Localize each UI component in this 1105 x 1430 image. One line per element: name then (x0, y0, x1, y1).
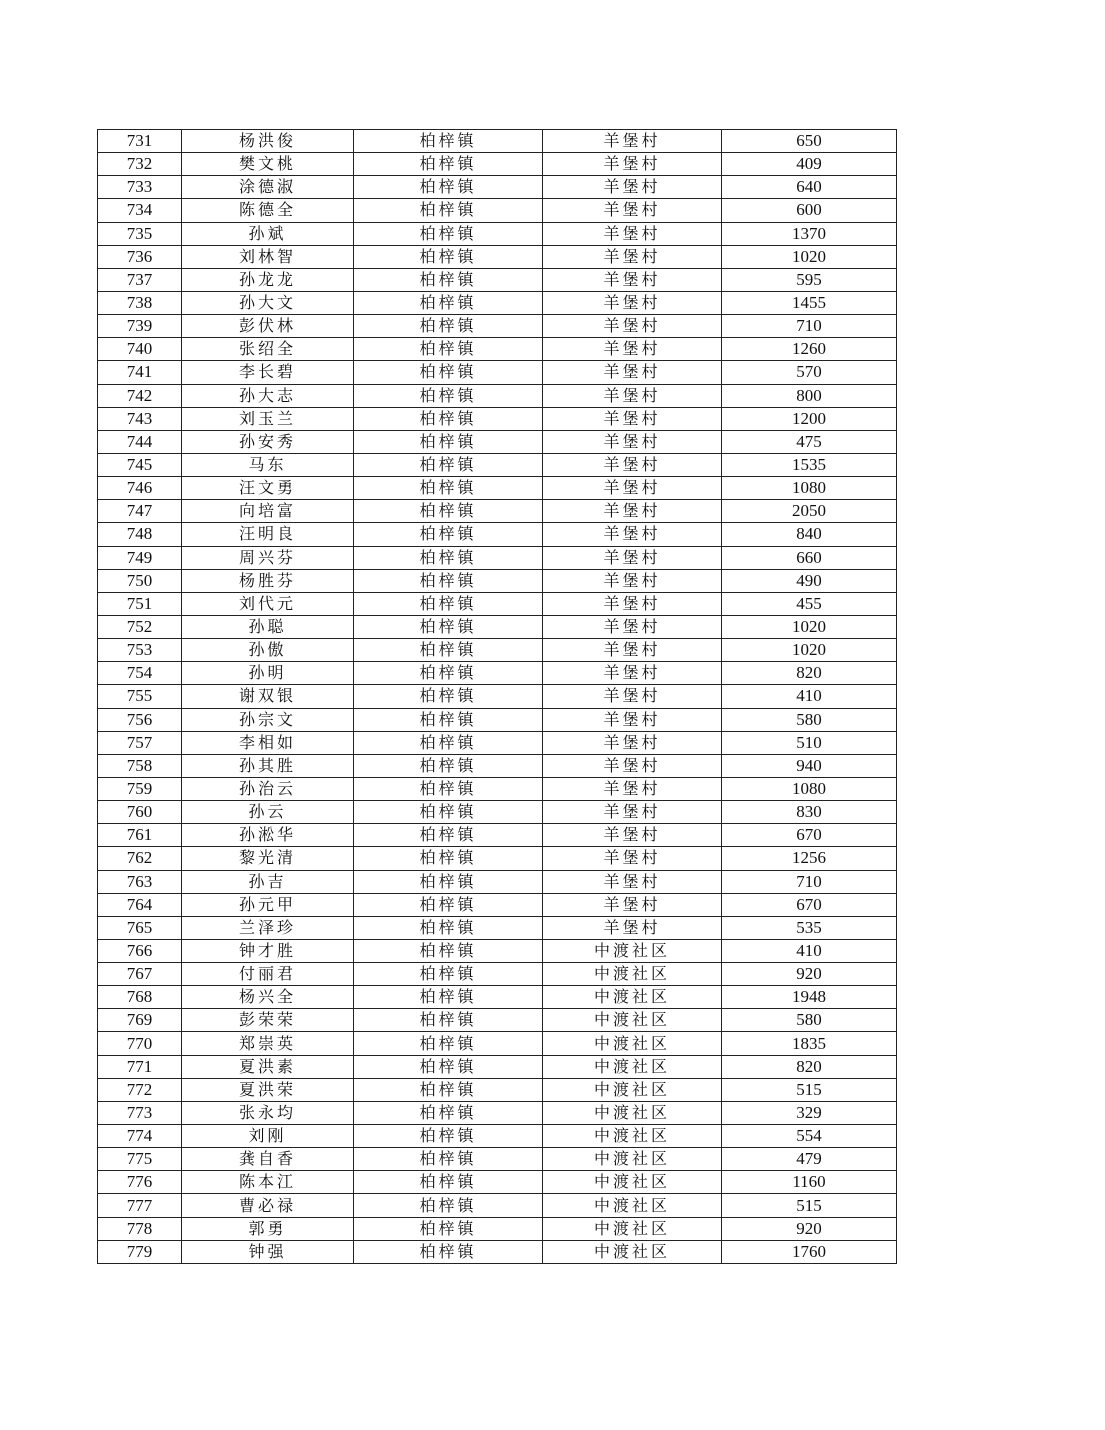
village-cell: 羊堡村 (543, 361, 722, 384)
amount-cell: 515 (722, 1078, 897, 1101)
town-cell: 柏梓镇 (354, 939, 543, 962)
town-cell: 柏梓镇 (354, 1171, 543, 1194)
town-cell: 柏梓镇 (354, 615, 543, 638)
village-cell: 羊堡村 (543, 245, 722, 268)
village-cell: 羊堡村 (543, 430, 722, 453)
table-row (98, 268, 897, 291)
table-row (98, 130, 897, 153)
table-row (98, 1148, 897, 1171)
amount-cell: 920 (722, 963, 897, 986)
table-row (98, 199, 897, 222)
row-number-cell: 762 (98, 847, 182, 870)
amount-cell: 410 (722, 939, 897, 962)
village-cell: 羊堡村 (543, 870, 722, 893)
amount-cell: 510 (722, 731, 897, 754)
town-cell: 柏梓镇 (354, 1240, 543, 1263)
row-number-cell: 754 (98, 662, 182, 685)
amount-cell: 595 (722, 268, 897, 291)
village-cell: 羊堡村 (543, 777, 722, 800)
table-row (98, 546, 897, 569)
row-number-cell: 777 (98, 1194, 182, 1217)
village-cell: 羊堡村 (543, 153, 722, 176)
town-cell: 柏梓镇 (354, 199, 543, 222)
town-cell: 柏梓镇 (354, 893, 543, 916)
table-row (98, 1194, 897, 1217)
row-number-cell: 748 (98, 523, 182, 546)
table-row (98, 245, 897, 268)
town-cell: 柏梓镇 (354, 662, 543, 685)
village-cell: 羊堡村 (543, 731, 722, 754)
table-row (98, 569, 897, 592)
row-number-cell: 753 (98, 639, 182, 662)
town-cell: 柏梓镇 (354, 315, 543, 338)
amount-cell: 1020 (722, 615, 897, 638)
table-row (98, 847, 897, 870)
name-cell: 汪文勇 (182, 477, 354, 500)
town-cell: 柏梓镇 (354, 986, 543, 1009)
name-cell: 彭伏林 (182, 315, 354, 338)
name-cell: 孙元甲 (182, 893, 354, 916)
row-number-cell: 763 (98, 870, 182, 893)
table-row (98, 662, 897, 685)
amount-cell: 600 (722, 199, 897, 222)
row-number-cell: 768 (98, 986, 182, 1009)
row-number-cell: 756 (98, 708, 182, 731)
town-cell: 柏梓镇 (354, 1101, 543, 1124)
village-cell: 羊堡村 (543, 222, 722, 245)
table-row (98, 1240, 897, 1263)
village-cell: 羊堡村 (543, 592, 722, 615)
name-cell: 彭荣荣 (182, 1009, 354, 1032)
name-cell: 涂德淑 (182, 176, 354, 199)
table-row (98, 801, 897, 824)
name-cell: 龚自香 (182, 1148, 354, 1171)
row-number-cell: 779 (98, 1240, 182, 1263)
table-row (98, 731, 897, 754)
table-row (98, 615, 897, 638)
row-number-cell: 737 (98, 268, 182, 291)
name-cell: 马东 (182, 453, 354, 476)
village-cell: 羊堡村 (543, 338, 722, 361)
name-cell: 孙聪 (182, 615, 354, 638)
amount-cell: 710 (722, 315, 897, 338)
amount-cell: 1948 (722, 986, 897, 1009)
row-number-cell: 778 (98, 1217, 182, 1240)
town-cell: 柏梓镇 (354, 1078, 543, 1101)
table-row (98, 338, 897, 361)
row-number-cell: 733 (98, 176, 182, 199)
name-cell: 曹必禄 (182, 1194, 354, 1217)
amount-cell: 820 (722, 1055, 897, 1078)
village-cell: 羊堡村 (543, 824, 722, 847)
name-cell: 孙淞华 (182, 824, 354, 847)
town-cell: 柏梓镇 (354, 801, 543, 824)
name-cell: 杨兴全 (182, 986, 354, 1009)
name-cell: 孙傲 (182, 639, 354, 662)
town-cell: 柏梓镇 (354, 268, 543, 291)
village-cell: 中渡社区 (543, 1078, 722, 1101)
amount-cell: 1020 (722, 245, 897, 268)
table-row (98, 986, 897, 1009)
name-cell: 郭勇 (182, 1217, 354, 1240)
town-cell: 柏梓镇 (354, 963, 543, 986)
town-cell: 柏梓镇 (354, 361, 543, 384)
village-cell: 羊堡村 (543, 315, 722, 338)
village-cell: 羊堡村 (543, 130, 722, 153)
row-number-cell: 740 (98, 338, 182, 361)
amount-cell: 1080 (722, 777, 897, 800)
town-cell: 柏梓镇 (354, 1032, 543, 1055)
village-cell: 中渡社区 (543, 986, 722, 1009)
table-row (98, 754, 897, 777)
amount-cell: 820 (722, 662, 897, 685)
amount-cell: 580 (722, 1009, 897, 1032)
town-cell: 柏梓镇 (354, 338, 543, 361)
amount-cell: 670 (722, 893, 897, 916)
name-cell: 夏洪荣 (182, 1078, 354, 1101)
name-cell: 孙吉 (182, 870, 354, 893)
amount-cell: 1260 (722, 338, 897, 361)
amount-cell: 650 (722, 130, 897, 153)
village-cell: 中渡社区 (543, 1101, 722, 1124)
amount-cell: 570 (722, 361, 897, 384)
village-cell: 羊堡村 (543, 569, 722, 592)
table-body (98, 130, 897, 1264)
table-row (98, 222, 897, 245)
row-number-cell: 747 (98, 500, 182, 523)
village-cell: 羊堡村 (543, 199, 722, 222)
name-cell: 陈本江 (182, 1171, 354, 1194)
table-row (98, 384, 897, 407)
name-cell: 孙大志 (182, 384, 354, 407)
amount-cell: 830 (722, 801, 897, 824)
amount-cell: 1835 (722, 1032, 897, 1055)
village-cell: 羊堡村 (543, 477, 722, 500)
village-cell: 羊堡村 (543, 754, 722, 777)
town-cell: 柏梓镇 (354, 153, 543, 176)
town-cell: 柏梓镇 (354, 222, 543, 245)
row-number-cell: 746 (98, 477, 182, 500)
village-cell: 羊堡村 (543, 176, 722, 199)
village-cell: 中渡社区 (543, 1194, 722, 1217)
name-cell: 孙明 (182, 662, 354, 685)
town-cell: 柏梓镇 (354, 824, 543, 847)
town-cell: 柏梓镇 (354, 245, 543, 268)
name-cell: 李相如 (182, 731, 354, 754)
village-cell: 羊堡村 (543, 916, 722, 939)
table-row (98, 916, 897, 939)
amount-cell: 940 (722, 754, 897, 777)
name-cell: 郑崇英 (182, 1032, 354, 1055)
table-row (98, 685, 897, 708)
town-cell: 柏梓镇 (354, 523, 543, 546)
row-number-cell: 738 (98, 291, 182, 314)
name-cell: 汪明良 (182, 523, 354, 546)
village-cell: 羊堡村 (543, 546, 722, 569)
town-cell: 柏梓镇 (354, 130, 543, 153)
town-cell: 柏梓镇 (354, 592, 543, 615)
village-cell: 羊堡村 (543, 708, 722, 731)
table-row (98, 407, 897, 430)
town-cell: 柏梓镇 (354, 1217, 543, 1240)
row-number-cell: 745 (98, 453, 182, 476)
table-row (98, 500, 897, 523)
village-cell: 羊堡村 (543, 523, 722, 546)
name-cell: 兰泽珍 (182, 916, 354, 939)
town-cell: 柏梓镇 (354, 870, 543, 893)
amount-cell: 410 (722, 685, 897, 708)
row-number-cell: 743 (98, 407, 182, 430)
name-cell: 钟强 (182, 1240, 354, 1263)
amount-cell: 455 (722, 592, 897, 615)
village-cell: 羊堡村 (543, 615, 722, 638)
amount-cell: 800 (722, 384, 897, 407)
table-row (98, 870, 897, 893)
name-cell: 黎光清 (182, 847, 354, 870)
town-cell: 柏梓镇 (354, 453, 543, 476)
table-row (98, 592, 897, 615)
town-cell: 柏梓镇 (354, 546, 543, 569)
table-row (98, 639, 897, 662)
amount-cell: 670 (722, 824, 897, 847)
name-cell: 付丽君 (182, 963, 354, 986)
village-cell: 羊堡村 (543, 268, 722, 291)
village-cell: 羊堡村 (543, 847, 722, 870)
village-cell: 中渡社区 (543, 963, 722, 986)
row-number-cell: 775 (98, 1148, 182, 1171)
table-row (98, 291, 897, 314)
town-cell: 柏梓镇 (354, 1125, 543, 1148)
amount-cell: 329 (722, 1101, 897, 1124)
row-number-cell: 761 (98, 824, 182, 847)
town-cell: 柏梓镇 (354, 500, 543, 523)
amount-cell: 1020 (722, 639, 897, 662)
row-number-cell: 757 (98, 731, 182, 754)
table-row (98, 1032, 897, 1055)
table-row (98, 1101, 897, 1124)
row-number-cell: 766 (98, 939, 182, 962)
name-cell: 孙斌 (182, 222, 354, 245)
row-number-cell: 774 (98, 1125, 182, 1148)
name-cell: 孙安秀 (182, 430, 354, 453)
village-cell: 中渡社区 (543, 1009, 722, 1032)
town-cell: 柏梓镇 (354, 176, 543, 199)
name-cell: 钟才胜 (182, 939, 354, 962)
amount-cell: 640 (722, 176, 897, 199)
town-cell: 柏梓镇 (354, 639, 543, 662)
village-cell: 中渡社区 (543, 1125, 722, 1148)
table-row (98, 1078, 897, 1101)
town-cell: 柏梓镇 (354, 916, 543, 939)
name-cell: 李长碧 (182, 361, 354, 384)
amount-cell: 710 (722, 870, 897, 893)
row-number-cell: 749 (98, 546, 182, 569)
row-number-cell: 732 (98, 153, 182, 176)
name-cell: 夏洪素 (182, 1055, 354, 1078)
row-number-cell: 770 (98, 1032, 182, 1055)
table-row (98, 1171, 897, 1194)
town-cell: 柏梓镇 (354, 407, 543, 430)
table-row (98, 963, 897, 986)
village-cell: 中渡社区 (543, 1148, 722, 1171)
amount-cell: 1160 (722, 1171, 897, 1194)
village-cell: 羊堡村 (543, 662, 722, 685)
village-cell: 羊堡村 (543, 893, 722, 916)
amount-cell: 479 (722, 1148, 897, 1171)
name-cell: 向培富 (182, 500, 354, 523)
amount-cell: 2050 (722, 500, 897, 523)
row-number-cell: 751 (98, 592, 182, 615)
table-row (98, 477, 897, 500)
town-cell: 柏梓镇 (354, 685, 543, 708)
name-cell: 刘代元 (182, 592, 354, 615)
name-cell: 张永均 (182, 1101, 354, 1124)
town-cell: 柏梓镇 (354, 430, 543, 453)
row-number-cell: 741 (98, 361, 182, 384)
table-row (98, 430, 897, 453)
town-cell: 柏梓镇 (354, 384, 543, 407)
table-row (98, 1125, 897, 1148)
row-number-cell: 776 (98, 1171, 182, 1194)
town-cell: 柏梓镇 (354, 731, 543, 754)
village-cell: 羊堡村 (543, 639, 722, 662)
village-cell: 羊堡村 (543, 453, 722, 476)
town-cell: 柏梓镇 (354, 569, 543, 592)
name-cell: 樊文桃 (182, 153, 354, 176)
town-cell: 柏梓镇 (354, 1148, 543, 1171)
amount-cell: 1256 (722, 847, 897, 870)
row-number-cell: 744 (98, 430, 182, 453)
town-cell: 柏梓镇 (354, 1194, 543, 1217)
name-cell: 杨洪俊 (182, 130, 354, 153)
amount-cell: 660 (722, 546, 897, 569)
table-row (98, 824, 897, 847)
row-number-cell: 771 (98, 1055, 182, 1078)
data-table (97, 129, 897, 1264)
amount-cell: 554 (722, 1125, 897, 1148)
row-number-cell: 735 (98, 222, 182, 245)
row-number-cell: 765 (98, 916, 182, 939)
table-row (98, 523, 897, 546)
name-cell: 孙治云 (182, 777, 354, 800)
name-cell: 孙龙龙 (182, 268, 354, 291)
table-row (98, 153, 897, 176)
village-cell: 羊堡村 (543, 384, 722, 407)
village-cell: 羊堡村 (543, 291, 722, 314)
town-cell: 柏梓镇 (354, 754, 543, 777)
village-cell: 中渡社区 (543, 1032, 722, 1055)
row-number-cell: 731 (98, 130, 182, 153)
row-number-cell: 755 (98, 685, 182, 708)
name-cell: 陈德全 (182, 199, 354, 222)
table-row (98, 1217, 897, 1240)
village-cell: 中渡社区 (543, 1240, 722, 1263)
table-row (98, 315, 897, 338)
village-cell: 中渡社区 (543, 939, 722, 962)
row-number-cell: 760 (98, 801, 182, 824)
row-number-cell: 759 (98, 777, 182, 800)
amount-cell: 515 (722, 1194, 897, 1217)
town-cell: 柏梓镇 (354, 1055, 543, 1078)
village-cell: 羊堡村 (543, 407, 722, 430)
amount-cell: 1760 (722, 1240, 897, 1263)
amount-cell: 580 (722, 708, 897, 731)
row-number-cell: 758 (98, 754, 182, 777)
amount-cell: 475 (722, 430, 897, 453)
table-row (98, 1055, 897, 1078)
table-row (98, 939, 897, 962)
name-cell: 孙大文 (182, 291, 354, 314)
town-cell: 柏梓镇 (354, 777, 543, 800)
row-number-cell: 739 (98, 315, 182, 338)
row-number-cell: 752 (98, 615, 182, 638)
row-number-cell: 772 (98, 1078, 182, 1101)
name-cell: 孙宗文 (182, 708, 354, 731)
village-cell: 中渡社区 (543, 1217, 722, 1240)
row-number-cell: 734 (98, 199, 182, 222)
town-cell: 柏梓镇 (354, 847, 543, 870)
village-cell: 羊堡村 (543, 500, 722, 523)
table-row (98, 176, 897, 199)
amount-cell: 1080 (722, 477, 897, 500)
amount-cell: 1455 (722, 291, 897, 314)
amount-cell: 1200 (722, 407, 897, 430)
town-cell: 柏梓镇 (354, 477, 543, 500)
amount-cell: 409 (722, 153, 897, 176)
village-cell: 羊堡村 (543, 801, 722, 824)
row-number-cell: 773 (98, 1101, 182, 1124)
table-row (98, 1009, 897, 1032)
row-number-cell: 742 (98, 384, 182, 407)
name-cell: 张绍全 (182, 338, 354, 361)
town-cell: 柏梓镇 (354, 291, 543, 314)
name-cell: 杨胜芬 (182, 569, 354, 592)
amount-cell: 490 (722, 569, 897, 592)
name-cell: 孙其胜 (182, 754, 354, 777)
amount-cell: 1535 (722, 453, 897, 476)
name-cell: 谢双银 (182, 685, 354, 708)
table-row (98, 893, 897, 916)
amount-cell: 840 (722, 523, 897, 546)
amount-cell: 920 (722, 1217, 897, 1240)
row-number-cell: 769 (98, 1009, 182, 1032)
row-number-cell: 764 (98, 893, 182, 916)
amount-cell: 535 (722, 916, 897, 939)
row-number-cell: 750 (98, 569, 182, 592)
village-cell: 中渡社区 (543, 1171, 722, 1194)
town-cell: 柏梓镇 (354, 708, 543, 731)
name-cell: 刘林智 (182, 245, 354, 268)
name-cell: 周兴芬 (182, 546, 354, 569)
table-row (98, 453, 897, 476)
village-cell: 羊堡村 (543, 685, 722, 708)
name-cell: 刘玉兰 (182, 407, 354, 430)
town-cell: 柏梓镇 (354, 1009, 543, 1032)
village-cell: 中渡社区 (543, 1055, 722, 1078)
table-row (98, 708, 897, 731)
amount-cell: 1370 (722, 222, 897, 245)
table-row (98, 777, 897, 800)
row-number-cell: 767 (98, 963, 182, 986)
row-number-cell: 736 (98, 245, 182, 268)
name-cell: 刘刚 (182, 1125, 354, 1148)
name-cell: 孙云 (182, 801, 354, 824)
table-row (98, 361, 897, 384)
